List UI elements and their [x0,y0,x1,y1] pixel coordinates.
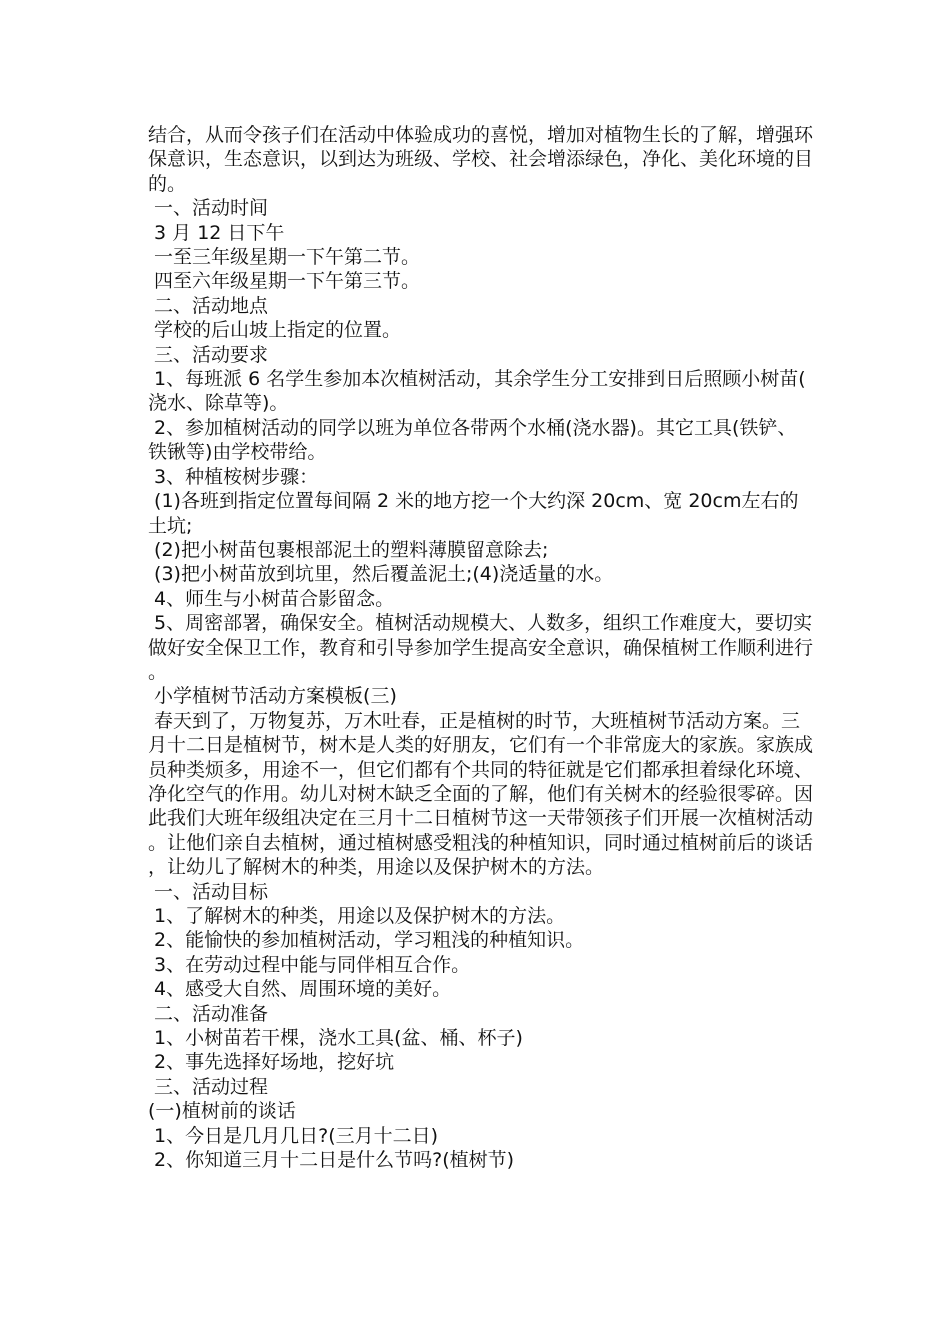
heading-activity-time: 一、活动时间 [148,197,269,220]
subheading-pre-planting-talk: (一)植树前的谈话 [148,1100,296,1123]
document-body [148,123,813,1172]
list-item-requirement-1: 1、每班派 6 名学生参加本次植树活动，其余学生分工安排到日后照顾小树苗(浇水、除草等)。 [148,368,806,415]
paragraph-spring-intro: 春天到了，万物复苏，万木吐春，正是植树的时节，大班植树节活动方案。三月十二日是植树节，树木是人类的好朋友，它们有一个非常庞大的家族。家族成员种类烦多，用途不一，但它们都有个共同的特征就是它们都承担着绿化环境、净化空气的作用。幼儿对树木缺乏全面的了解，他们有关树木的经验很零碎。因此我们大班年级组决定在三月十二日植树节这一天带领孩子们开展一次植树活动。让他们亲自去植树，通过植树感受粗浅的种植知识，同时通过植树前后的谈话，让幼儿了解树木的种类，用途以及保护树木的方法。 [148,709,814,879]
paragraph-location: 学校的后山坡上指定的位置。 [148,319,402,342]
paragraph-grades-4-6: 四至六年级星期一下午第三节。 [148,270,421,293]
list-item-prep-2: 2、事先选择好场地，挖好坑 [148,1051,395,1074]
list-item-question-1: 1、今日是几月几日?(三月十二日) [148,1124,439,1147]
list-item-step-2: (2)把小树苗包裹根部泥土的塑料薄膜留意除去; [148,538,549,561]
paragraph-intro-continuation: 结合，从而令孩子们在活动中体验成功的喜悦，增加对植物生长的了解，增强环保意识，生态意识，以到达为班级、学校、社会增添绿色，净化、美化环境的目的。 [148,124,814,195]
list-item-requirement-3: 3、种植桉树步骤： [148,465,319,488]
list-item-step-1: (1)各班到指定位置每间隔 2 米的地方挖一个大约深 20cm、宽 20cm左右的土坑; [148,490,799,537]
list-item-requirement-4: 4、师生与小树苗合影留念。 [148,587,395,610]
list-item-question-2: 2、你知道三月十二日是什么节吗?(植树节) [148,1149,515,1172]
heading-activity-location: 二、活动地点 [148,294,269,317]
list-item-goal-2: 2、能愉快的参加植树活动，学习粗浅的种植知识。 [148,929,585,952]
list-item-goal-1: 1、了解树木的种类，用途以及保护树木的方法。 [148,905,566,927]
section-title-template-3: 小学植树节活动方案模板(三) [148,685,397,708]
heading-activity-process: 三、活动过程 [148,1075,269,1098]
heading-activity-requirements: 三、活动要求 [148,343,269,366]
heading-activity-preparation: 二、活动准备 [148,1002,269,1025]
list-item-step-3-4: (3)把小树苗放到坑里，然后覆盖泥土;(4)浇适量的水。 [148,563,614,586]
paragraph-grades-1-3: 一至三年级星期一下午第二节。 [148,246,421,269]
list-item-goal-3: 3、在劳动过程中能与同伴相互合作。 [148,953,471,976]
list-item-prep-1: 1、小树苗若干棵，浇水工具(盆、桶、杯子) [148,1027,523,1050]
list-item-goal-4: 4、感受大自然、周围环境的美好。 [148,978,452,1001]
list-item-requirement-2: 2、参加植树活动的同学以班为单位各带两个水桶(浇水器)。其它工具(铁铲、铁锹等)由学校带给。 [148,416,797,464]
heading-activity-goals: 一、活动目标 [148,880,269,903]
list-item-requirement-5: 5、周密部署，确保安全。植树活动规模大、人数多，组织工作难度大，要切实做好安全保卫工作，教育和引导参加学生提高安全意识，确保植树工作顺利进行。 [148,612,814,683]
paragraph-date: 3 月 12 日下午 [148,221,285,244]
